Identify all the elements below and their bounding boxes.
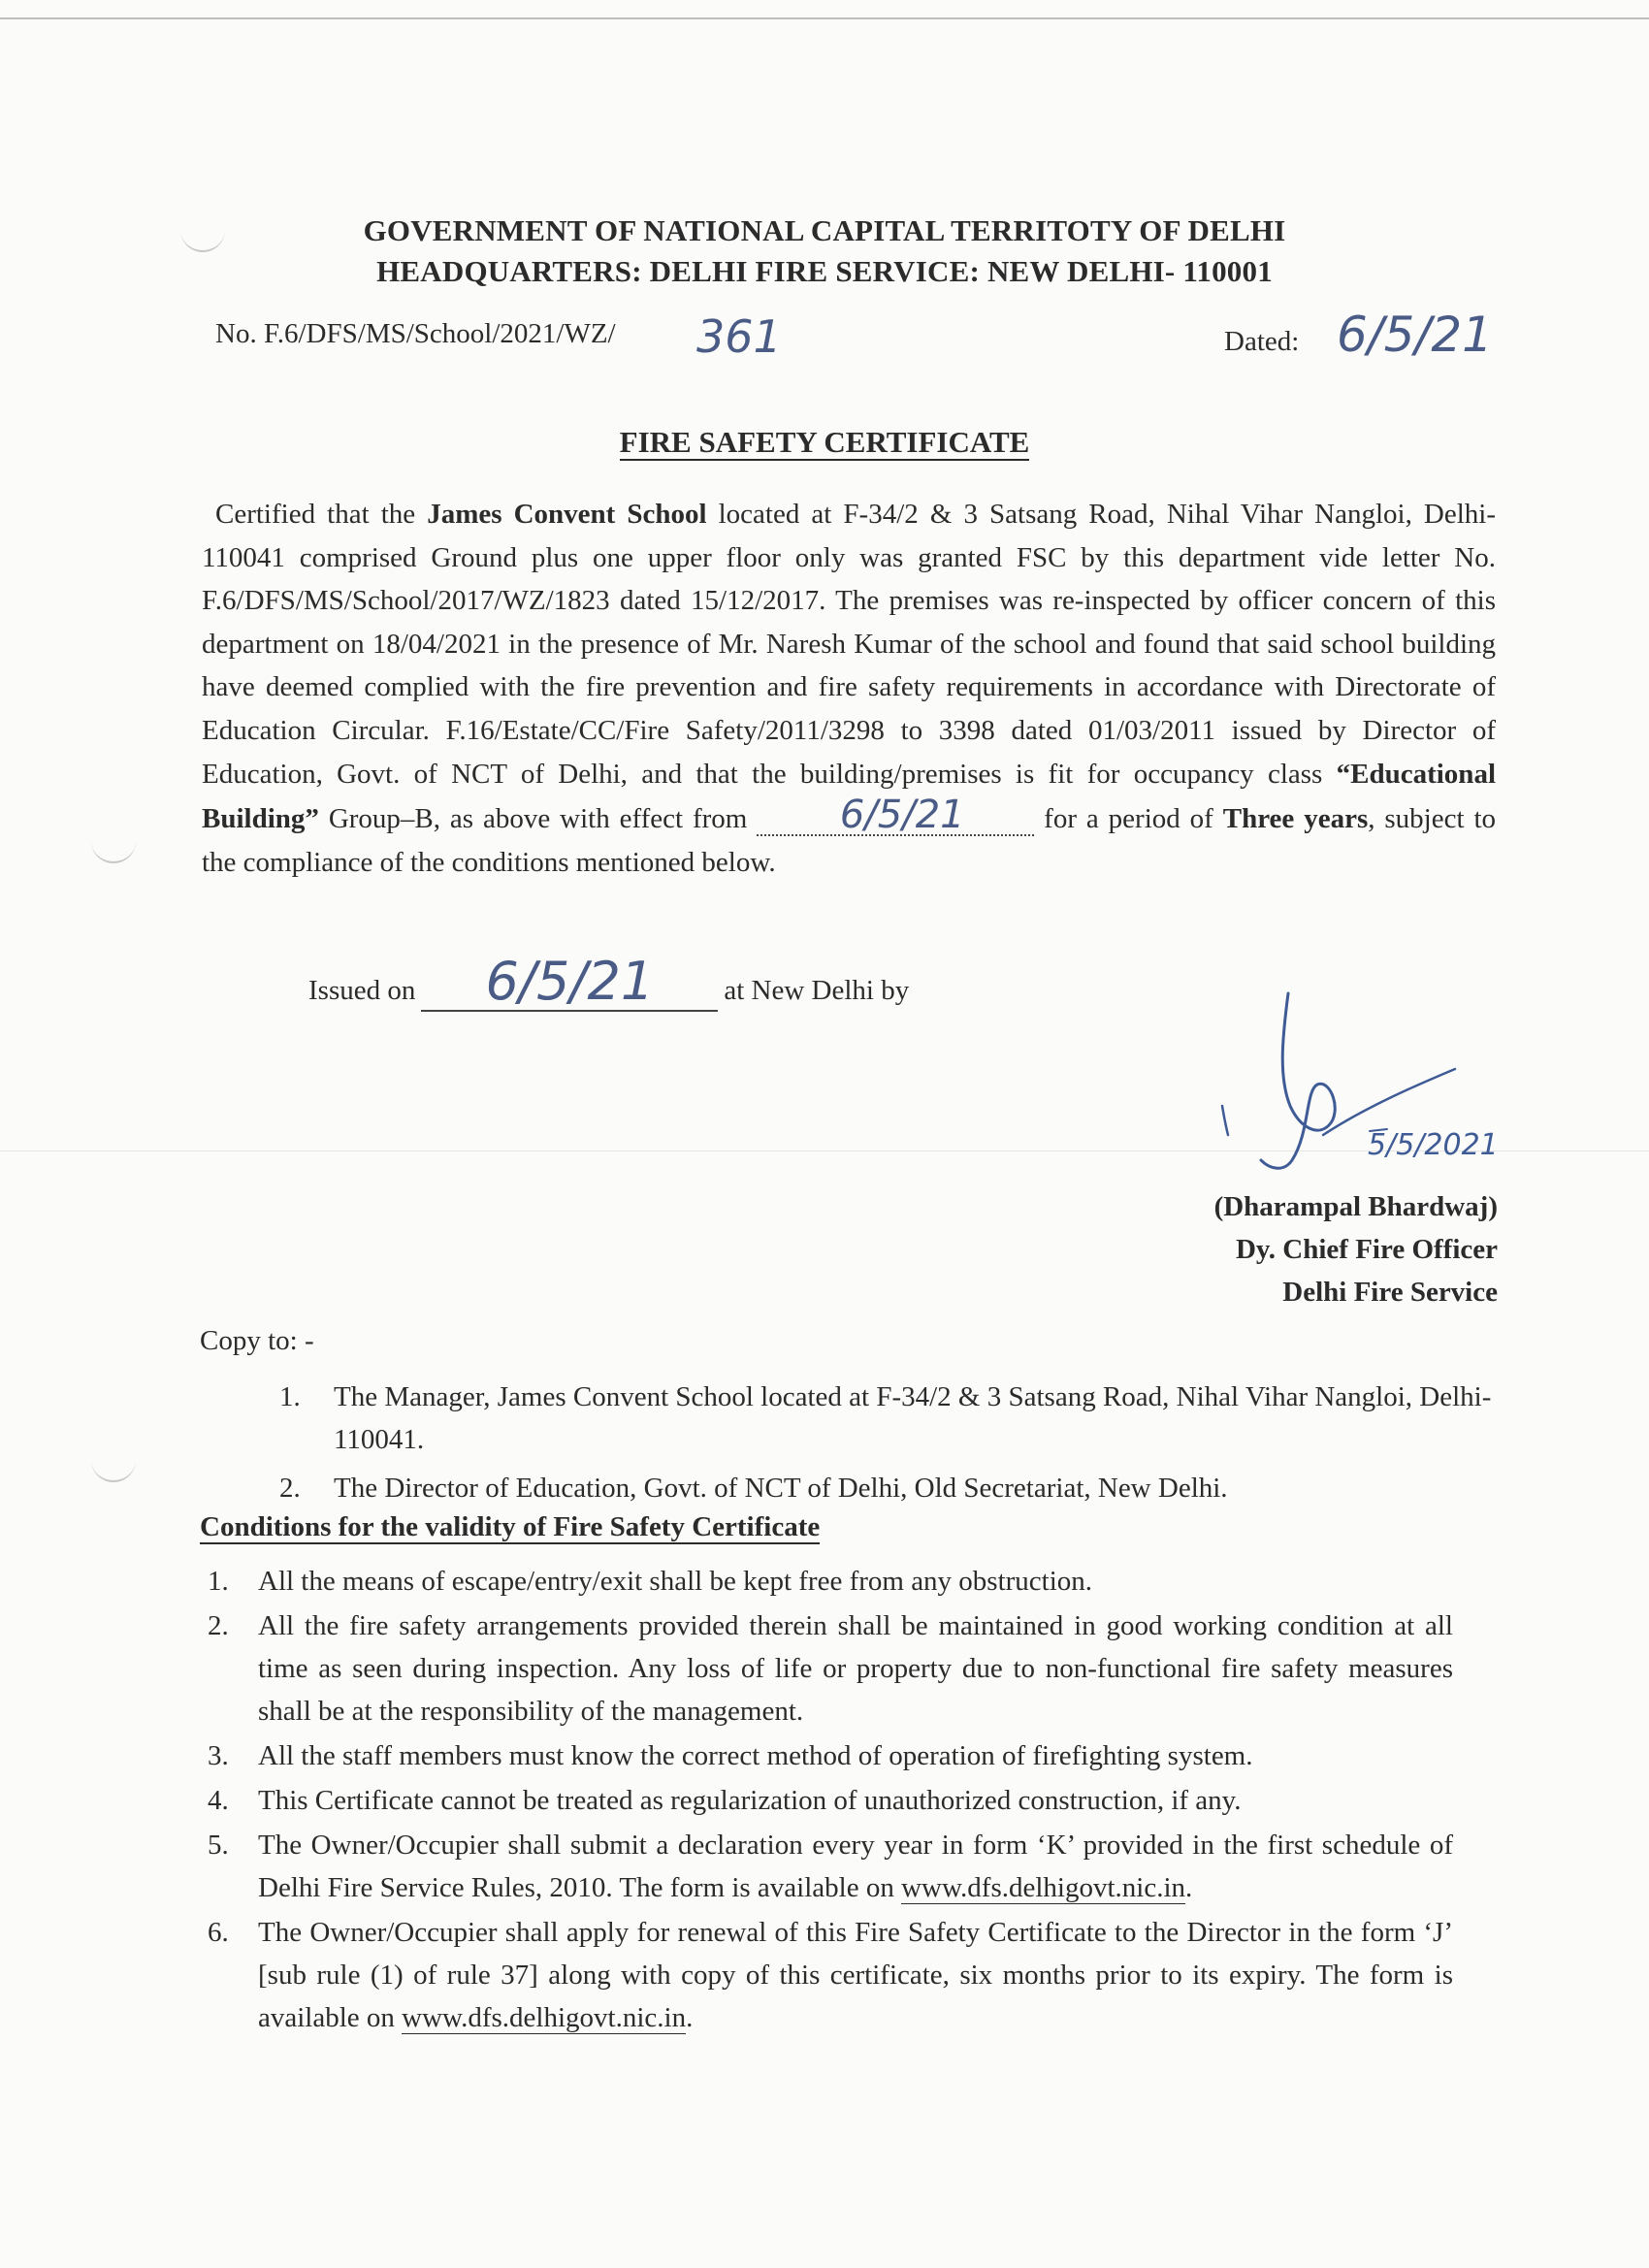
list-item: 1. All the means of escape/entry/exit shall be kept free from any obstruction. — [208, 1566, 1093, 1597]
website-link[interactable]: www.dfs.delhigovt.nic.in — [901, 1872, 1186, 1903]
header-line-2: HEADQUARTERS: DELHI FIRE SERVICE: NEW DELHI- 110001 — [376, 254, 1273, 288]
list-item: 4. This Certificate cannot be treated as regularization of unauthorized construction, if any. — [208, 1785, 1242, 1816]
issued-line: Issued on 6/5/21 at New Delhi by — [308, 951, 910, 1012]
validity-period: Three years — [1222, 803, 1369, 835]
certificate-title: FIRE SAFETY CERTIFICATE — [619, 425, 1030, 459]
handwritten-issue-date: 6/5/21 — [421, 955, 718, 1012]
signatory-office: Delhi Fire Service — [1282, 1277, 1498, 1308]
school-name: James Convent School — [427, 499, 707, 530]
header-line-1: GOVERNMENT OF NATIONAL CAPITAL TERRITOTY OF DELHI — [363, 213, 1286, 247]
signatory-designation: Dy. Chief Fire Officer — [1235, 1234, 1498, 1265]
list-item: 6. The Owner/Occupier shall apply for renewal of this Fire Safety Certificate to the Director in the form ‘J’ [sub rule (1) of rule 37] along with copy of this certificate, six months prior to its expiry. The form is available on www.dfs.delhigovt.nic.in. — [208, 1917, 1453, 2033]
signatory-block — [1116, 1185, 1498, 1313]
conditions-list — [208, 1560, 1453, 2039]
dated-label: Dated: — [1224, 326, 1300, 357]
punch-hole-mark — [91, 836, 136, 863]
signature-icon — [1164, 970, 1513, 1193]
list-item: 2. All the fire safety arrangements provided therein shall be maintained in good working condition at all time as seen during inspection. Any loss of life or property due to non-functional fire safety measures shall be at the responsibility of the management. — [208, 1610, 1453, 1727]
list-item: 2. The Director of Education, Govt. of NCT of Delhi, Old Secretariat, New Delhi. — [279, 1473, 1228, 1504]
conditions-title: Conditions for the validity of Fire Safety Certificate — [200, 1511, 821, 1542]
copy-to-label: Copy to: - — [200, 1325, 314, 1356]
occupancy-class: “Educational Building” — [202, 758, 1496, 835]
handwritten-date: 6/5/21 — [1337, 307, 1493, 363]
signatory-name: (Dharampal Bhardwaj) — [1213, 1191, 1498, 1222]
reference-prefix: No. F.6/DFS/MS/School/2021/WZ/ — [215, 318, 616, 349]
list-item: 3. All the staff members must know the correct method of operation of firefighting system. — [208, 1740, 1253, 1771]
website-link[interactable]: www.dfs.delhigovt.nic.in — [402, 2002, 687, 2033]
certificate-body: Certified that the James Convent School located at F-34/2 & 3 Satsang Road, Nihal Vihar Nangloi, Delhi-110041 comprised Ground plus one upper floor only was granted FSC by this department vide letter No. F.6/DFS/MS/School/2017/WZ/1823 dated 15/12/2017. The premises was re-inspected by officer concern of this department on 18/04/2021 in the presence of Mr. Naresh Kumar of the school and found that said school building have deemed complied with the fire prevention and fire safety requirements in accordance with Directorate of Education Circular. F.16/Estate/CC/Fire Safety/2011/3298 to 3398 dated 01/03/2011 issued by Director of Education, Govt. of NCT of Delhi, and that the building/premises is fit for occupancy class “Educational Building” Group–B, as above with effect from 6/5/21 for a period of Three years, subject to the compliance of the conditions mentioned below. — [202, 499, 1497, 878]
copy-to-list — [279, 1376, 1498, 1509]
reference-number — [215, 318, 616, 350]
list-item: 5. The Owner/Occupier shall submit a declaration every year in form ‘K’ provided in the first schedule of Delhi Fire Service Rules, 2010. The form is available on www.dfs.delhigovt.nic.in. — [208, 1830, 1453, 1903]
punch-hole-mark — [91, 1455, 136, 1482]
handwritten-effective-date: 6/5/21 — [757, 795, 1034, 836]
signature-date: 5/5/2021 — [1368, 1128, 1499, 1162]
list-item: 1. The Manager, James Convent School located at F-34/2 & 3 Satsang Road, Nihal Vihar Nangloi, Delhi-110041. — [279, 1381, 1492, 1455]
handwritten-reference-number: 361 — [696, 310, 782, 363]
scan-top-edge — [0, 17, 1649, 19]
